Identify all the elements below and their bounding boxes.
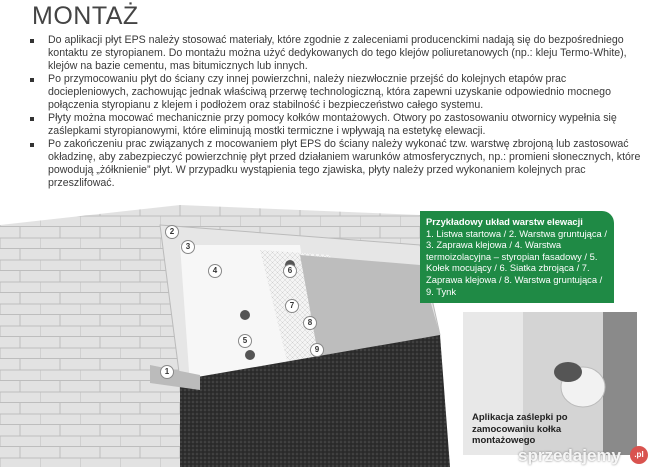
watermark-badge: .pl: [630, 446, 648, 464]
bullet-item: Do aplikacji płyt EPS należy stosować materiały, które zgodnie z zaleceniami producenckimi nadają się do bezpośredniego kontaktu ze styropianem. Do montażu można użyć dedykowanych do tego klejów poliuretanowych (np.: kleju Termo-White), klejów na bazie cementu, mas bitumicznych lub innych.: [30, 34, 642, 73]
bullet-item: Po zakończeniu prac związanych z mocowaniem płyt EPS do ściany należy wykonać tzw. warstwę zbrojoną lub zastosować okładzinę, aby zabezpieczyć powierzchnię płyt przed działaniem warunków atmosferycznych, np.: promieni słonecznych, które powodują „żółknienie” płyt. W przypadku wystąpienia tego zjawiska, płyty należy przed wykonaniem kolejnych prac przeszlifować.: [30, 138, 642, 190]
layers-legend-heading: Przykładowy układ warstw elewacji: [426, 216, 583, 227]
layers-legend-box: [420, 211, 614, 303]
callout-9: 9: [310, 343, 324, 357]
callout-5: 5: [238, 334, 252, 348]
layers-legend-text: 1. Listwa startowa / 2. Warstwa gruntująca / 3. Zaprawa klejowa / 4. Warstwa termoizolacyjna – styropian fasadowy / 5. Kołek mocujący / 6. Siatka zbrojąca / 7. Zaprawa klejowa / 8. Warstwa gruntująca / 9. Tynk: [426, 227, 607, 297]
callout-3: 3: [181, 240, 195, 254]
callout-6: 6: [283, 264, 297, 278]
bullet-item: Płyty można mocować mechanicznie przy pomocy kołków montażowych. Otwory po zastosowaniu otwornicy wypełnia się zaślepkami styropianowymi, które eliminują mostki termiczne i wpływają na estetykę elewacji.: [30, 112, 642, 138]
inset-caption: Aplikacja zaślepki po zamocowaniu kołka montażowego: [472, 412, 568, 446]
page-title: MONTAŻ: [32, 2, 139, 30]
callout-7: 7: [285, 299, 299, 313]
callout-8: 8: [303, 316, 317, 330]
instructions-list: [30, 34, 642, 190]
callout-4: 4: [208, 264, 222, 278]
bullet-item: Po przymocowaniu płyt do ściany czy innej powierzchni, należy niezwłocznie przejść do kolejnych etapów prac dociepleniowych, zachowując jednak właściwą przerwę technologiczną, która zapewni uzyskanie odpowiednio mocnego połączenia styropianu z klejem i podłożem oraz stabilność i bezpieczeństwo całego systemu.: [30, 73, 642, 112]
callout-2: 2: [165, 225, 179, 239]
watermark-logo: sprzedajemy: [518, 446, 621, 465]
callout-1: 1: [160, 365, 174, 379]
